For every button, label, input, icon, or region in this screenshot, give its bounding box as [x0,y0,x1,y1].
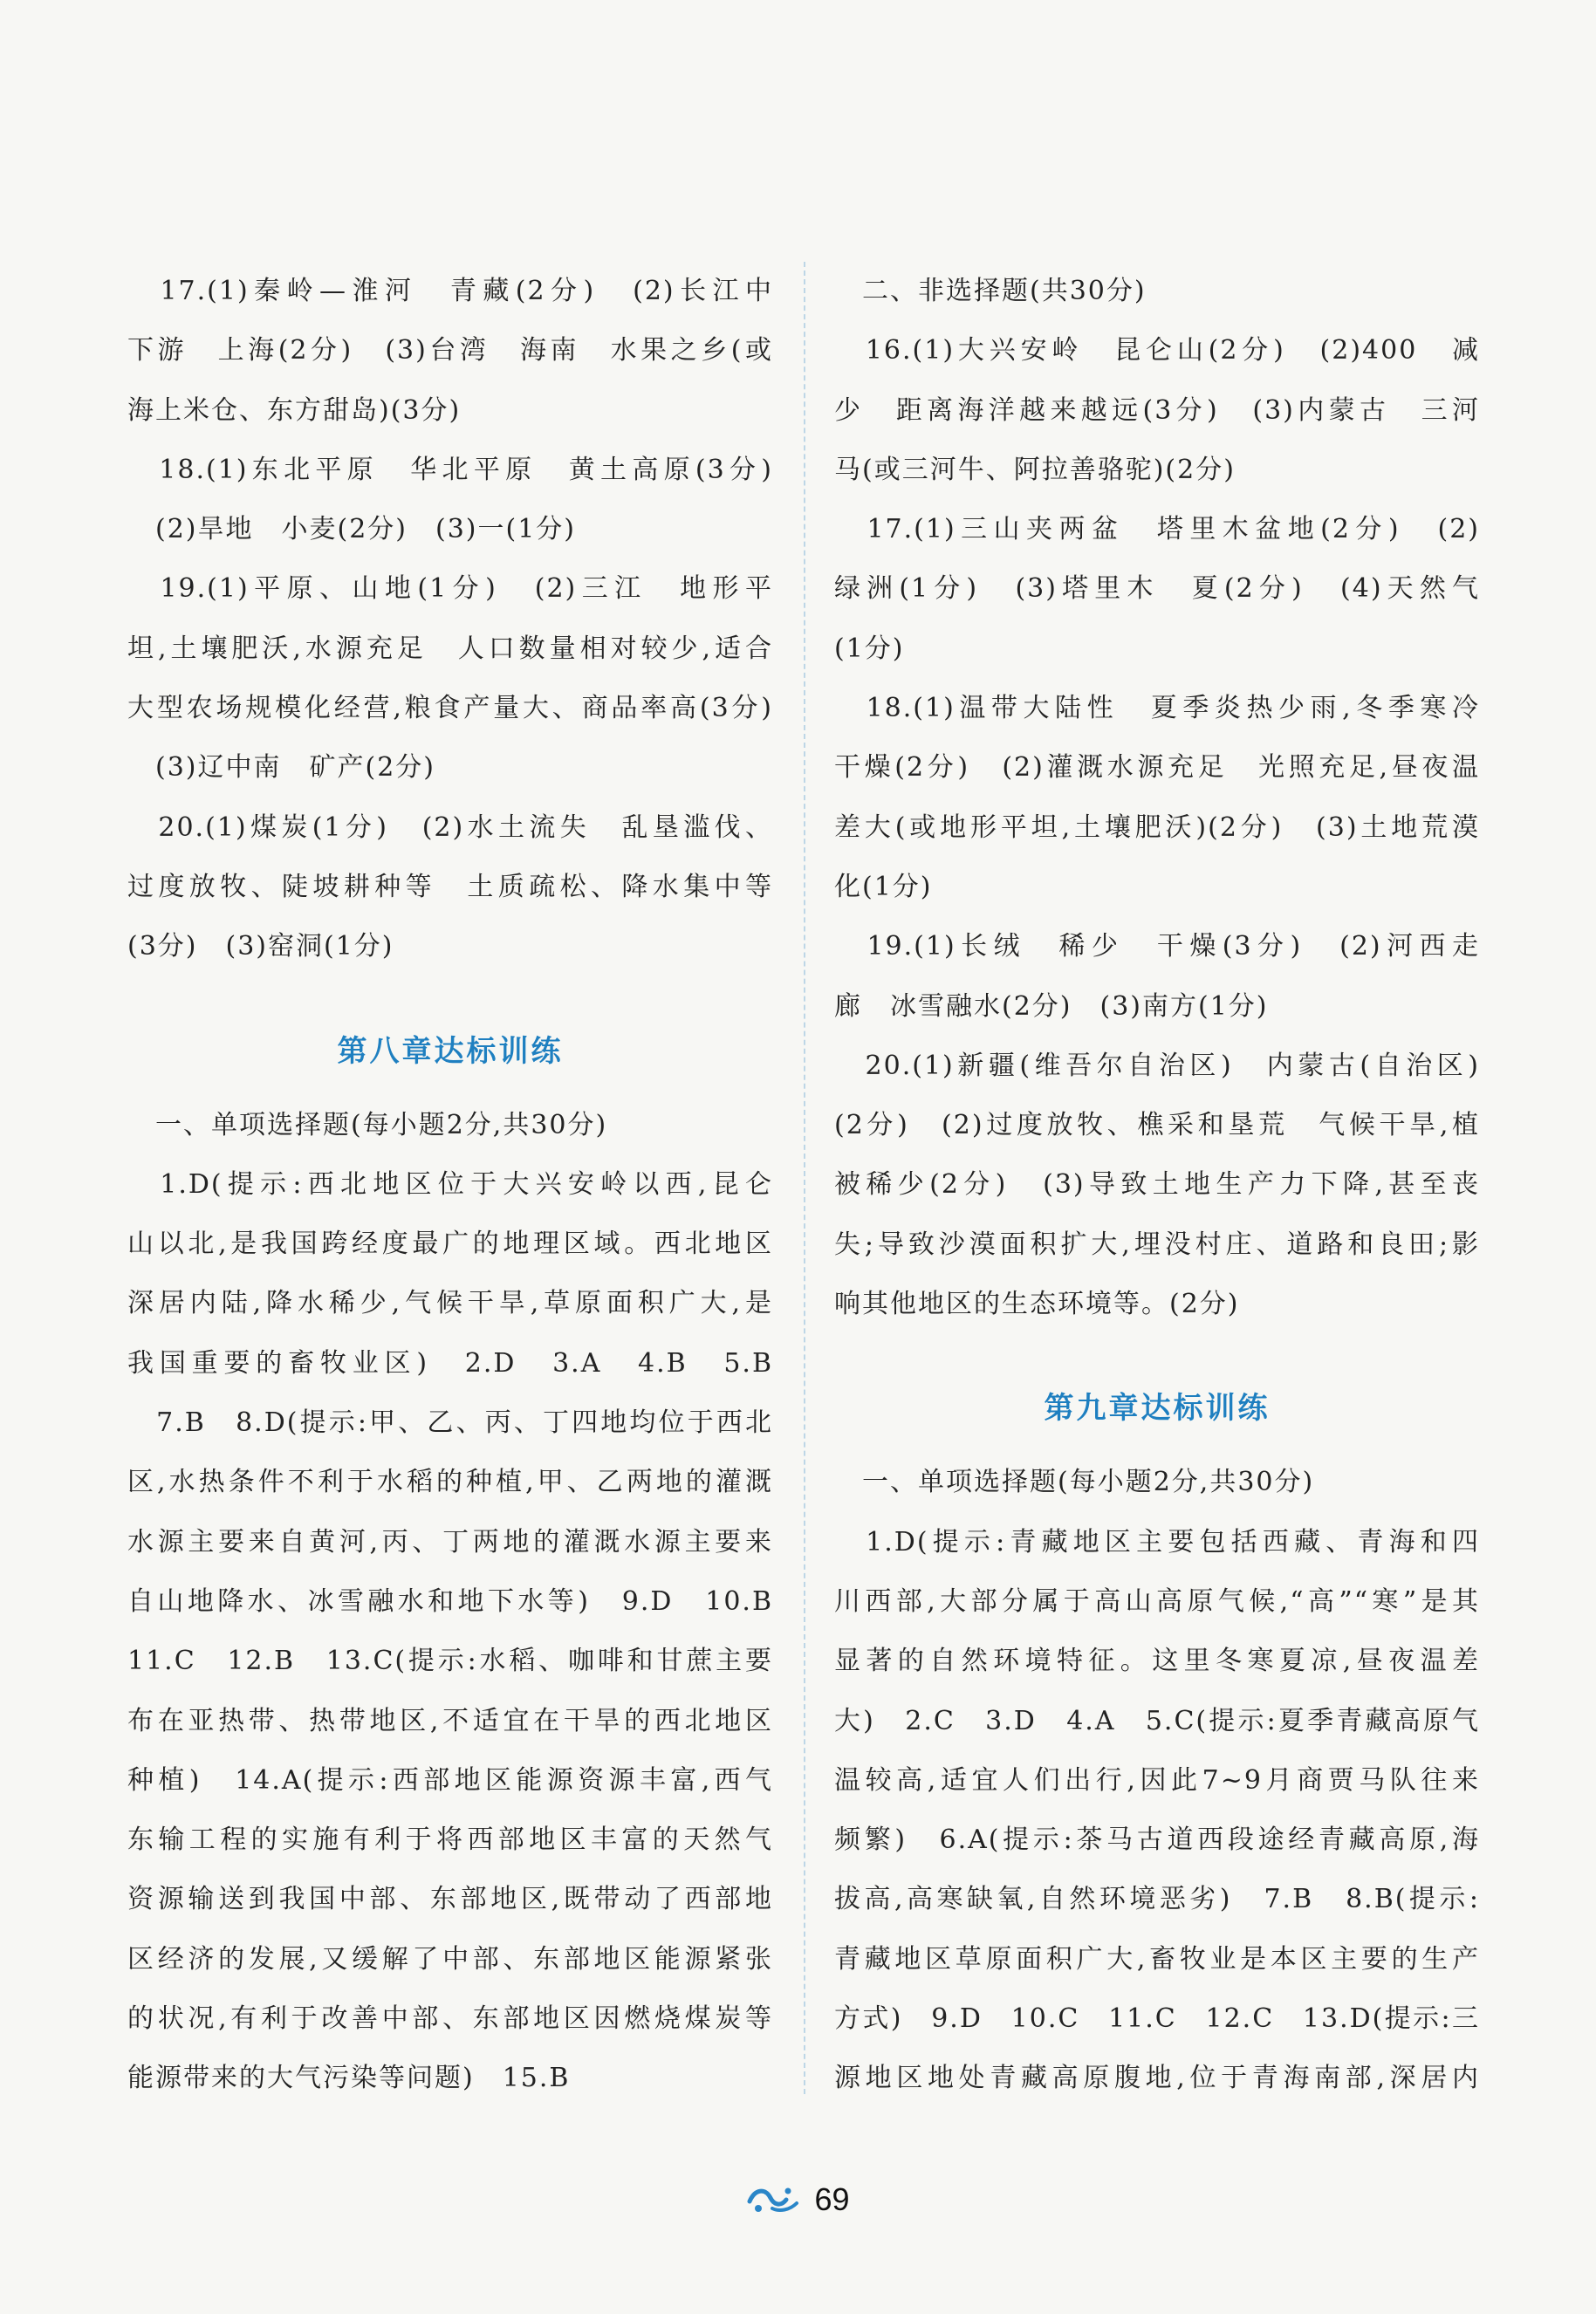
text-line: 二、非选择题(共30分) [834,276,1147,306]
text-line: (2分) (2)过度放牧、樵采和垦荒 气候干旱,植 [834,1110,1480,1141]
text-line: 20.(1)新疆(维吾尔自治区) 内蒙古(自治区) [834,1050,1480,1081]
text-line: 马(或三河牛、阿拉善骆驼)(2分) [834,454,1236,485]
text-line: 17.(1)三山夹两盆 塔里木盆地(2分) (2) [834,514,1480,545]
text-line: 大) 2.C 3.D 4.A 5.C(提示:夏季青藏高原气 [834,1705,1480,1736]
section-heading: 第九章达标训练 [1044,1391,1271,1427]
text-line: 一、单项选择题(每小题2分,共30分) [834,1467,1315,1498]
text-line: 廊 冰雪融水(2分) (3)南方(1分) [834,990,1269,1022]
text-line: 少 距离海洋越来越远(3分) (3)内蒙古 三河 [834,394,1480,426]
text-line: 20.(1)煤炭(1分) (2)水土流失 乱垦滥伐、 [127,811,773,843]
text-line: 深居内陆,降水稀少,气候干旱,草原面积广大,是 [127,1288,773,1319]
text-line: 被稀少(2分) (3)导致土地生产力下降,甚至丧 [834,1169,1480,1201]
text-line: 显著的自然环境特征。这里冬寒夏凉,昼夜温差 [834,1646,1480,1677]
text-line: 干燥(2分) (2)灌溉水源充足 光照充足,昼夜温 [834,752,1480,784]
text-line: 温较高,适宜人们出行,因此7~9月商贾马队往来 [834,1764,1480,1796]
text-line: 16.(1)大兴安岭 昆仑山(2分) (2)400 减 [834,335,1480,366]
column-divider [804,262,805,2094]
text-line: 下游 上海(2分) (3)台湾 海南 水果之乡(或 [127,335,773,366]
page-number: 69 [814,2181,850,2217]
text-line: 布在亚热带、热带地区,不适宜在干旱的西北地区 [127,1705,773,1736]
text-line: 响其他地区的生态环境等。(2分) [834,1289,1240,1320]
text-line: 东输工程的实施有利于将西部地区丰富的天然气 [127,1824,773,1856]
text-line: 19.(1)平原、山地(1分) (2)三江 地形平 [127,573,773,605]
text-line: 1.D(提示:西北地区位于大兴安岭以西,昆仑 [127,1168,773,1200]
text-line: 方式) 9.D 10.C 11.C 12.C 13.D(提示:三 [834,2003,1480,2035]
text-line: 差大(或地形平坦,土壤肥沃)(2分) (3)土地荒漠 [834,811,1480,843]
text-line: 资源输送到我国中部、东部地区,既带动了西部地 [127,1884,773,1915]
left-column [127,262,773,2109]
text-line: 川西部,大部分属于高山高原气候,“高”“寒”是其 [834,1585,1480,1617]
text-line: (2)旱地 小麦(2分) (3)一(1分) [127,514,576,545]
text-line: 水源主要来自黄河,丙、丁两地的灌溉水源主要来 [127,1526,773,1558]
decorative-flourish-icon [746,2182,802,2217]
text-line: 区,水热条件不利于水稻的种植,甲、乙两地的灌溉 [127,1467,773,1498]
text-line: 海上米仓、东方甜岛)(3分) [127,394,462,426]
text-line: 19.(1)长绒 稀少 干燥(3分) (2)河西走 [834,931,1480,962]
text-line: 我国重要的畜牧业区) 2.D 3.A 4.B 5.B [127,1347,773,1379]
text-line: 能源带来的大气污染等问题) 15.B [127,2063,571,2094]
text-line: 自山地降水、冰雪融水和地下水等) 9.D 10.B [127,1585,773,1617]
text-line: 过度放牧、陡坡耕种等 土质疏松、降水集中等 [127,871,773,902]
text-line: 失;导致沙漠面积扩大,埋没村庄、道路和良田;影 [834,1229,1480,1260]
text-line: 的状况,有利于改善中部、东部地区因燃烧煤炭等 [127,2003,773,2035]
text-line: 17.(1)秦岭—淮河 青藏(2分) (2)长江中 [127,276,773,306]
text-line: (3)辽中南 矿产(2分) [127,752,435,784]
right-column [834,262,1480,2109]
text-line: (1分) [834,633,905,664]
text-line: 18.(1)东北平原 华北平原 黄土高原(3分) [127,454,773,485]
text-line: 坦,土壤肥沃,水源充足 人口数量相对较少,适合 [127,633,773,664]
text-line: 一、单项选择题(每小题2分,共30分) [127,1109,608,1140]
text-line: 种植) 14.A(提示:西部地区能源资源丰富,西气 [127,1764,773,1796]
text-line: 频繁) 6.A(提示:茶马古道西段途经青藏高原,海 [834,1824,1480,1856]
text-line: 大型农场规模化经营,粮食产量大、商品率高(3分) [127,693,773,724]
text-line: 拔高,高寒缺氧,自然环境恶劣) 7.B 8.B(提示: [834,1884,1480,1915]
section-heading: 第八章达标训练 [337,1033,564,1069]
text-line: 1.D(提示:青藏地区主要包括西藏、青海和四 [834,1526,1480,1558]
text-line: 7.B 8.D(提示:甲、乙、丙、丁四地均位于西北 [156,1407,773,1439]
text-line: 化(1分) [834,871,933,902]
page-footer [0,2181,1596,2218]
text-line: 18.(1)温带大陆性 夏季炎热少雨,冬季寒冷 [834,693,1480,724]
text-line: 源地区地处青藏高原腹地,位于青海南部,深居内 [834,2063,1480,2094]
text-line: 青藏地区草原面积广大,畜牧业是本区主要的生产 [834,1943,1480,1975]
text-line: 区经济的发展,又缓解了中部、东部地区能源紧张 [127,1943,773,1975]
text-line: 11.C 12.B 13.C(提示:水稻、咖啡和甘蔗主要 [127,1646,773,1677]
text-line: 绿洲(1分) (3)塔里木 夏(2分) (4)天然气 [834,573,1480,605]
text-line: (3分) (3)窑洞(1分) [127,931,394,962]
text-line: 山以北,是我国跨经度最广的地理区域。西北地区 [127,1229,773,1260]
